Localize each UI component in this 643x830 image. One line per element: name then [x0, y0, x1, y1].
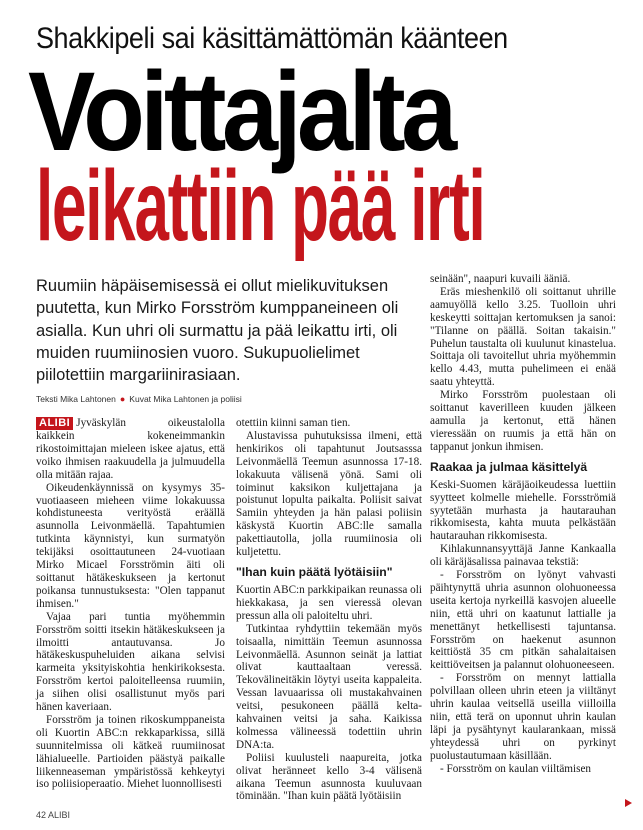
paragraph: Oikeudenkäynnissä on kysymys 35-vuotiaaseen mieheen viime lokakuussa kohdistuneesta verityöstä eräällä asunnolla Leivonmäellä. Tapahtumien tutkinta käynnistyi, kun surmatyön tekijäksi osoittautuneen 24-vuotiaan Mirko Micael Forsströmin äiti oli soittanut hätäkeskukseen ja kertonut poikansa tunnustuksesta: "Olen tappanut ihmisen." — [36, 481, 225, 610]
column-1 — [36, 417, 225, 791]
paragraph: Forsström ja toinen rikoskumppaneista oli Kuortin ABC:n rekkaparkissa, sillä suunnitelmissa oli kätkeä ruumiinosat lähialueelle. Partioiden päästyä paikalle liikenneaseman ympäristössä kehkeytyi iso poliisioperaatio. Miehet luonnollisesti — [36, 713, 225, 791]
paragraph: Tutkintaa ryhdyttiin tekemään myös toisaalla, nimittäin Teemun asunnossa Leivonmäellä. Asunnon seinät ja lattiat olivat kauttaaltaan veressä. Tekovälineitäkin löytyi useita kappaleita. Vessan lavuaarissa oli mustakahvainen veitsi, pesukoneen päällä kelta-kahvainen veitsi ja saha. Kaikissa kolmessa välineessä todettiin uhrin DNA:ta. — [236, 622, 422, 751]
text-credit: Teksti Mika Lahtonen — [36, 394, 116, 404]
paragraph: Mirko Forsström puolestaan oli soittanut kaverilleen kuuden jälkeen aamulla ja kertonut, että hänen vieressään on ruumis ja että hän on tappanut jonkun ihmisen. — [430, 389, 616, 453]
subheading: "Ihan kuin päätä lyötäisiin" — [236, 564, 393, 579]
column-2 — [236, 417, 422, 803]
paragraph: Eräs mieshenkilö oli soittanut uhrille aamuyöllä kello 3.25. Tuolloin uhri keskeytti soittajan kertomuksen ja sanoi: "Tilanne on päällä. Soitan takaisin." Puhelun taustalta oli kuulunut kinastelua. Soittaja oli tavoitellut uhria myöhemmin kello 4.43, mutta puhelimeen ei enää saatu yhteyttä. — [430, 285, 616, 389]
paragraph: Kuortin ABC:n parkkipaikan reunassa oli hiekkakasa, ja sen vieressä olevan pressun alla oli paloiteltu uhri. — [236, 583, 422, 622]
credits — [36, 394, 426, 404]
alibi-logo: ALIBI — [36, 417, 73, 430]
subheading: Raakaa ja julmaa käsittelyä — [430, 459, 588, 474]
arrow-right-icon — [625, 799, 632, 807]
paragraph: ALIBI Jyväskylän oikeustalolla kaikkein kokeneimmankin rikostoimittajan mieleen iskee ajatus, että voiko ihmisen raakuudella ja julmuudella olla mitään rajaa. — [36, 417, 225, 481]
column-3 — [430, 273, 616, 776]
paragraph: Keski-Suomen käräjäoikeudessa luettiin syytteet kolmelle miehelle. Forsströmiä syytetään murhasta ja hautarauhan rikkomisesta, kahta muuta pelkästään hautarauhan rikkomisesta. — [430, 478, 616, 543]
paragraph: seinään", naapuri kuvaili ääniä. — [430, 273, 571, 285]
paragraph: otettiin kiinni saman tien. — [236, 417, 351, 429]
paragraph: Alustavissa puhutuksissa ilmeni, että henkirikos oli tapahtunut Joutsasssa Leivonmäellä Teemun asunnossa 17-18. lokakuuta välisenä yönä. Sami oli toiminut kaksikon kuljettajana ja poistunut lopulta paikalta. Poliisit saivat Samiin yhteyden ja hän palasi poliisin käskystä Kuortin ABC:lle samalla pakettiautolla, jolla ruumiinosia oli kuljetettu. — [236, 429, 422, 559]
kicker: Shakkipeli sai käsittämättömän käänteen — [36, 22, 508, 55]
bullet-icon: ● — [119, 394, 126, 404]
paragraph: Poliisi kuulusteli naapureita, jotka olivat heränneet kello 3-4 välisenä aikana Teemun asunnosta kuuluvaan töminään. "Ihan kuin päätä lyötäisiin — [236, 751, 422, 803]
paragraph: Kihlakunnansyyttäjä Janne Kankaalla oli käräjäsalissa painavaa tekstiä: — [430, 543, 616, 569]
paragraph: - Forsström on kaulan viiltämisen — [440, 762, 592, 775]
lead-paragraph: Ruumiin häpäisemisessä ei ollut mielikuvituksen puutetta, kun Mirko Forsström kumppaneineen oli asialla. Kun uhri oli surmattu ja pää leikattu irti, oli muiden ruumiinosien vuoro. Sukupuolielimet piilotettiin margariinirasiaan. — [36, 277, 399, 385]
page-footer: 42 ALIBI — [36, 810, 71, 820]
headline-line-2: leikattiin pää irti — [36, 150, 485, 262]
paragraph: - Forsström on lyönyt vahvasti päihtynyttä uhria asunnon olohuoneessa useita kertoja nyrkeillä kasvojen alueelle niin, että uhri on kaatunut lattialle ja menettänyt hetkellisesti tajuntansa. Forsström on haekenut asunnon keittiöstä 35 cm pitkän sahalaitaisen keittiöveitsen ja palannut olohuoneeseen. — [430, 569, 616, 672]
photo-credit: Kuvat Mika Lahtonen ja poliisi — [129, 394, 242, 404]
paragraph: - Forsström on mennyt lattialla polvillaan olleen uhrin eteen ja viiltänyt uhrin kaulaa veitsellä useilla viilloilla niin, että terä on uponnut uhrin kaulan läpi ja pysähtynyt kaularankaan, missä yhteydessä uhri on pyrkinyt puolustautumaan käsillään. — [430, 672, 616, 762]
headline-line-1: Voittajalta — [28, 49, 453, 174]
paragraph: Vajaa pari tuntia myöhemmin Forsström soitti itsekin hätäkeskukseen ja ilmoitti antautuvansa. Jo hätäkeskuspuheluiden aikana selvisi karmeita yksityiskohtia henkirikoksesta. Forsström kertoi paloitelleensa ruumiin, ja siihen olisi osallistunut myös pari hänen kaveriaan. — [36, 610, 225, 714]
